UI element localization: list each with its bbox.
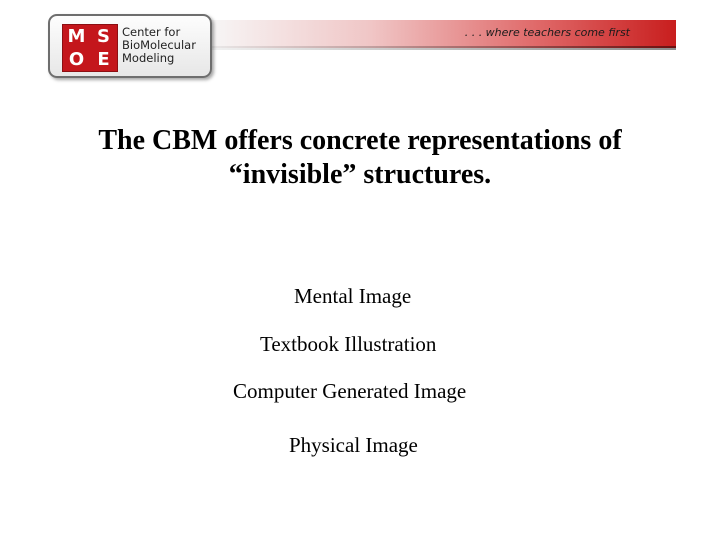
list-item-physical-image: Physical Image — [289, 433, 418, 457]
list-item-mental-image: Mental Image — [294, 284, 412, 308]
list-item-textbook-illustration: Textbook Illustration — [260, 332, 437, 356]
slide-title-line: The CBM offers concrete representations of — [98, 125, 622, 156]
slide-title — [0, 124, 720, 192]
header-banner-shadow — [206, 46, 676, 50]
msoe-logo-mark — [62, 24, 118, 72]
logo-text-line: Center for — [122, 25, 181, 39]
tagline: . . . where teachers come first — [464, 26, 630, 39]
logo-text-line: Modeling — [122, 51, 175, 65]
logo-text — [122, 26, 196, 65]
slide-title-line: “invisible” structures. — [228, 159, 492, 190]
logo-text-line: BioMolecular — [122, 38, 196, 52]
logo-letter: E — [97, 48, 110, 70]
logo-letter: S — [97, 25, 110, 47]
list-item-computer-generated-image: Computer Generated Image — [233, 379, 467, 403]
logo-letter: M — [67, 25, 86, 47]
logo-letter: O — [68, 48, 85, 70]
